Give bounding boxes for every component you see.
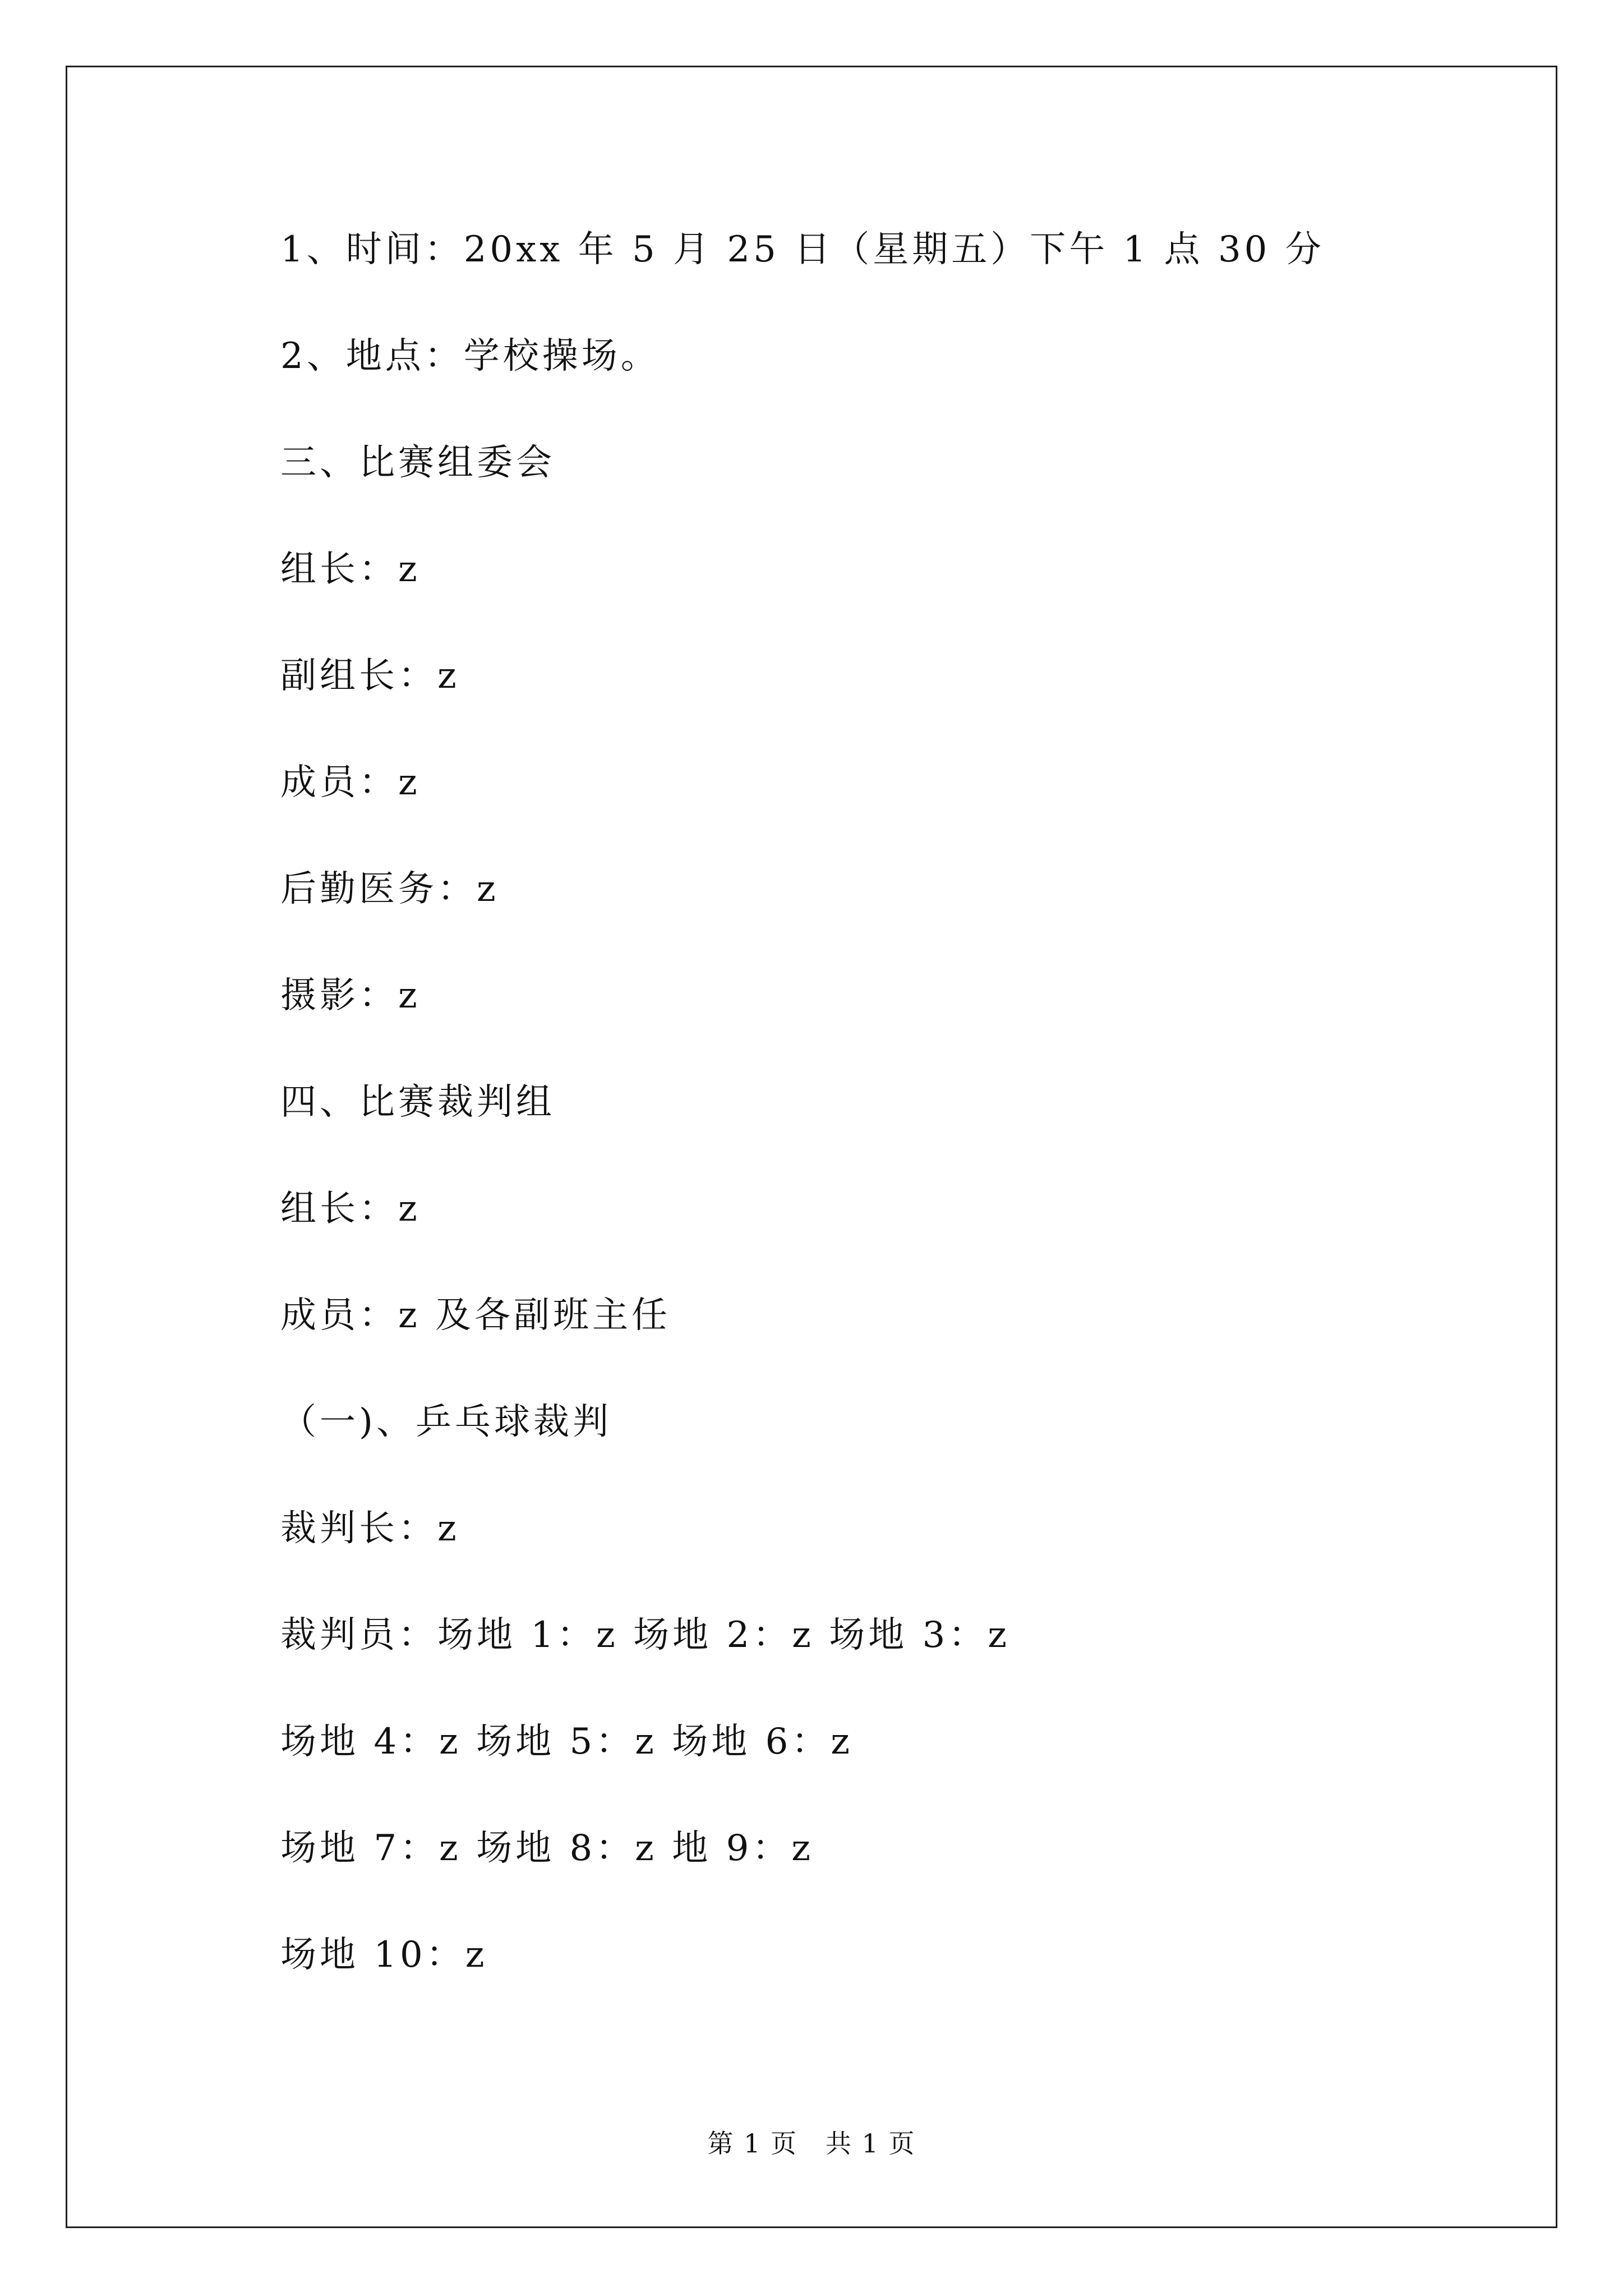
- section-heading-committee: 三、比赛组委会: [280, 442, 555, 484]
- committee-leader-line: 组长：z: [280, 549, 421, 590]
- page-number-current: 第 1 页: [707, 2128, 797, 2159]
- page-number-total: 共 1 页: [826, 2128, 916, 2159]
- referee-venues-line-4: 场地 10：z: [280, 1934, 488, 1976]
- referee-members-line: 成员：z 及各副班主任: [280, 1295, 671, 1336]
- committee-logistics-line: 后勤医务：z: [280, 868, 499, 910]
- referee-venues-line-1: 裁判员：场地 1：z 场地 2：z 场地 3：z: [280, 1614, 1011, 1656]
- referee-venues-line-2: 场地 4：z 场地 5：z 场地 6：z: [280, 1721, 854, 1763]
- committee-deputy-line: 副组长：z: [280, 655, 460, 697]
- document-body: [280, 219, 1458, 2031]
- committee-photography-line: 摄影：z: [280, 975, 421, 1016]
- section-heading-referees: 四、比赛裁判组: [280, 1082, 555, 1123]
- schedule-location-line: 2、地点：学校操场。: [280, 335, 660, 377]
- page-footer: [0, 2123, 1623, 2160]
- referee-venues-line-3: 场地 7：z 场地 8：z 地 9：z: [280, 1828, 814, 1869]
- subsection-heading-table-tennis: （一)、乒乓球裁判: [280, 1401, 612, 1443]
- committee-members-line: 成员：z: [280, 762, 421, 803]
- referee-leader-line: 组长：z: [280, 1188, 421, 1230]
- chief-referee-line: 裁判长：z: [280, 1508, 460, 1549]
- schedule-time-line: 1、时间：20xx 年 5 月 25 日（星期五）下午 1 点 30 分: [280, 229, 1325, 270]
